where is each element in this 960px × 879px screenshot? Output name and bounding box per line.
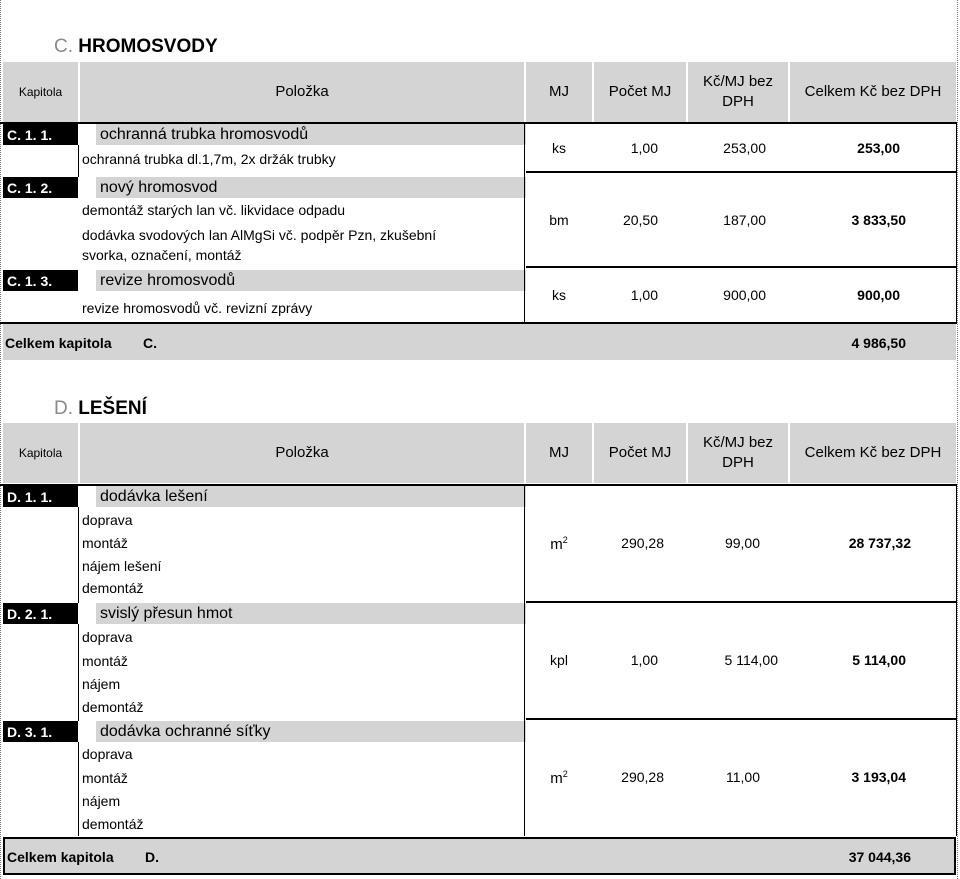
row-divider: [526, 601, 957, 603]
item-title: ochranná trubka hromosvodů: [96, 124, 526, 145]
item-mj-sup: 2: [562, 769, 568, 779]
item-title: dodávka lešení: [96, 486, 526, 507]
item-qty: 20,50: [622, 212, 658, 228]
item-qty: 1,00: [630, 652, 658, 668]
item-desc-line: demontáž: [82, 580, 144, 596]
header-kapitola: Kapitola: [3, 62, 78, 122]
item-title: nový hromosvod: [96, 177, 526, 198]
grid-line: [78, 145, 79, 177]
chapter-total-c: [3, 324, 956, 360]
grid-line: [956, 124, 957, 323]
item-qty: 1,00: [630, 140, 658, 156]
total-value: 4 986,50: [851, 335, 906, 351]
section-letter: C.: [54, 36, 73, 57]
item-desc-line: ochranná trubka dl.1,7m, 2x držák trubky: [82, 151, 336, 167]
grid-line: [78, 624, 79, 721]
section-title-c: [54, 36, 218, 58]
total-label: Celkem kapitola: [7, 849, 114, 865]
item-code: D. 2. 1.: [3, 603, 78, 624]
item-code: C. 1. 1.: [3, 124, 78, 145]
item-desc-line: doprava: [82, 629, 133, 645]
total-code: D.: [145, 849, 159, 865]
header-kc-mj-line1: Kč/MJ bez: [702, 73, 774, 90]
item-price: 11,00: [726, 769, 760, 785]
item-total: 3 193,04: [851, 769, 906, 785]
item-total: 900,00: [857, 287, 900, 303]
item-mj: ks: [552, 140, 566, 156]
row-divider: [526, 718, 957, 720]
item-desc-line: dodávka svodových lan AlMgSi vč. podpěr Pzn, zkušební: [82, 227, 437, 243]
item-mj: [526, 770, 592, 787]
item-total: 3 833,50: [851, 212, 906, 228]
header-kc-mj-line1: Kč/MJ bez: [702, 434, 774, 451]
header-polozka: Položka: [80, 423, 524, 483]
grid-line: [78, 742, 79, 836]
item-mj: bm: [549, 212, 569, 228]
item-total: 5 114,00: [852, 652, 906, 668]
header-kc-mj: [688, 62, 788, 122]
item-title: dodávka ochranné síťky: [96, 721, 526, 742]
header-kc-mj: [688, 423, 788, 483]
total-code: C.: [143, 335, 157, 351]
item-mj-unit: m: [550, 770, 563, 787]
item-desc-line: montáž: [82, 770, 128, 786]
item-desc-line: svorka, označení, montáž: [82, 247, 242, 263]
grid-line: [524, 486, 525, 836]
total-label: Celkem kapitola: [5, 335, 112, 351]
item-qty: 290,28: [621, 769, 664, 785]
page-border-left: [0, 0, 1, 879]
item-code: C. 1. 3.: [3, 270, 78, 291]
item-total: 28 737,32: [848, 535, 911, 551]
item-desc-line: montáž: [82, 653, 128, 669]
row-divider: [526, 266, 957, 268]
item-price: 900,00: [723, 287, 766, 303]
item-desc-line: nájem: [82, 793, 121, 809]
item-desc-line: demontáž: [82, 699, 144, 715]
item-desc-line: nájem lešení: [82, 558, 162, 574]
item-mj-unit: m: [550, 536, 563, 553]
header-pocet-mj: Počet MJ: [594, 62, 686, 122]
header-polozka: Položka: [80, 62, 524, 122]
chapter-total-d: [3, 837, 956, 875]
item-price: 253,00: [723, 140, 766, 156]
item-mj: kpl: [550, 652, 568, 668]
grid-line: [524, 124, 525, 323]
item-total: 253,00: [857, 140, 900, 156]
item-desc-line: demontáž starých lan vč. likvidace odpadu: [82, 202, 346, 218]
grid-line: [78, 507, 79, 603]
row-divider: [526, 171, 957, 173]
item-price: 99,00: [724, 535, 760, 551]
header-mj: MJ: [526, 423, 592, 483]
header-celkem: Celkem Kč bez DPH: [790, 62, 956, 122]
item-desc-line: demontáž: [82, 816, 144, 832]
section-name: HROMOSVODY: [78, 36, 218, 57]
header-kapitola: Kapitola: [3, 423, 78, 483]
item-desc-line: doprava: [82, 512, 133, 528]
header-mj: MJ: [526, 62, 592, 122]
item-title: revize hromosvodů: [96, 270, 526, 291]
header-celkem: Celkem Kč bez DPH: [790, 423, 956, 483]
grid-line: [956, 486, 957, 836]
item-desc-line: montáž: [82, 535, 128, 551]
section-name: LEŠENÍ: [78, 398, 147, 419]
item-code: D. 1. 1.: [3, 486, 78, 507]
item-desc-line: nájem: [82, 676, 121, 692]
page-border-right: [957, 0, 958, 879]
header-kc-mj-line2: DPH: [722, 93, 754, 110]
item-code: D. 3. 1.: [3, 721, 78, 742]
item-desc-line: revize hromosvodů vč. revizní zprávy: [82, 300, 313, 316]
section-letter: D.: [54, 398, 73, 419]
item-price: 5 114,00: [724, 652, 778, 668]
item-qty: 1,00: [630, 287, 658, 303]
section-title-d: [54, 398, 147, 420]
item-desc-line: doprava: [82, 746, 133, 762]
item-title: svislý přesun hmot: [96, 603, 526, 624]
item-mj: ks: [552, 287, 566, 303]
item-price: 187,00: [723, 212, 766, 228]
item-mj: [526, 536, 592, 553]
item-code: C. 1. 2.: [3, 177, 78, 198]
item-mj-sup: 2: [562, 535, 568, 545]
header-pocet-mj: Počet MJ: [594, 423, 686, 483]
header-kc-mj-line2: DPH: [722, 454, 754, 471]
total-value: 37 044,36: [848, 849, 911, 865]
item-qty: 290,28: [621, 535, 664, 551]
